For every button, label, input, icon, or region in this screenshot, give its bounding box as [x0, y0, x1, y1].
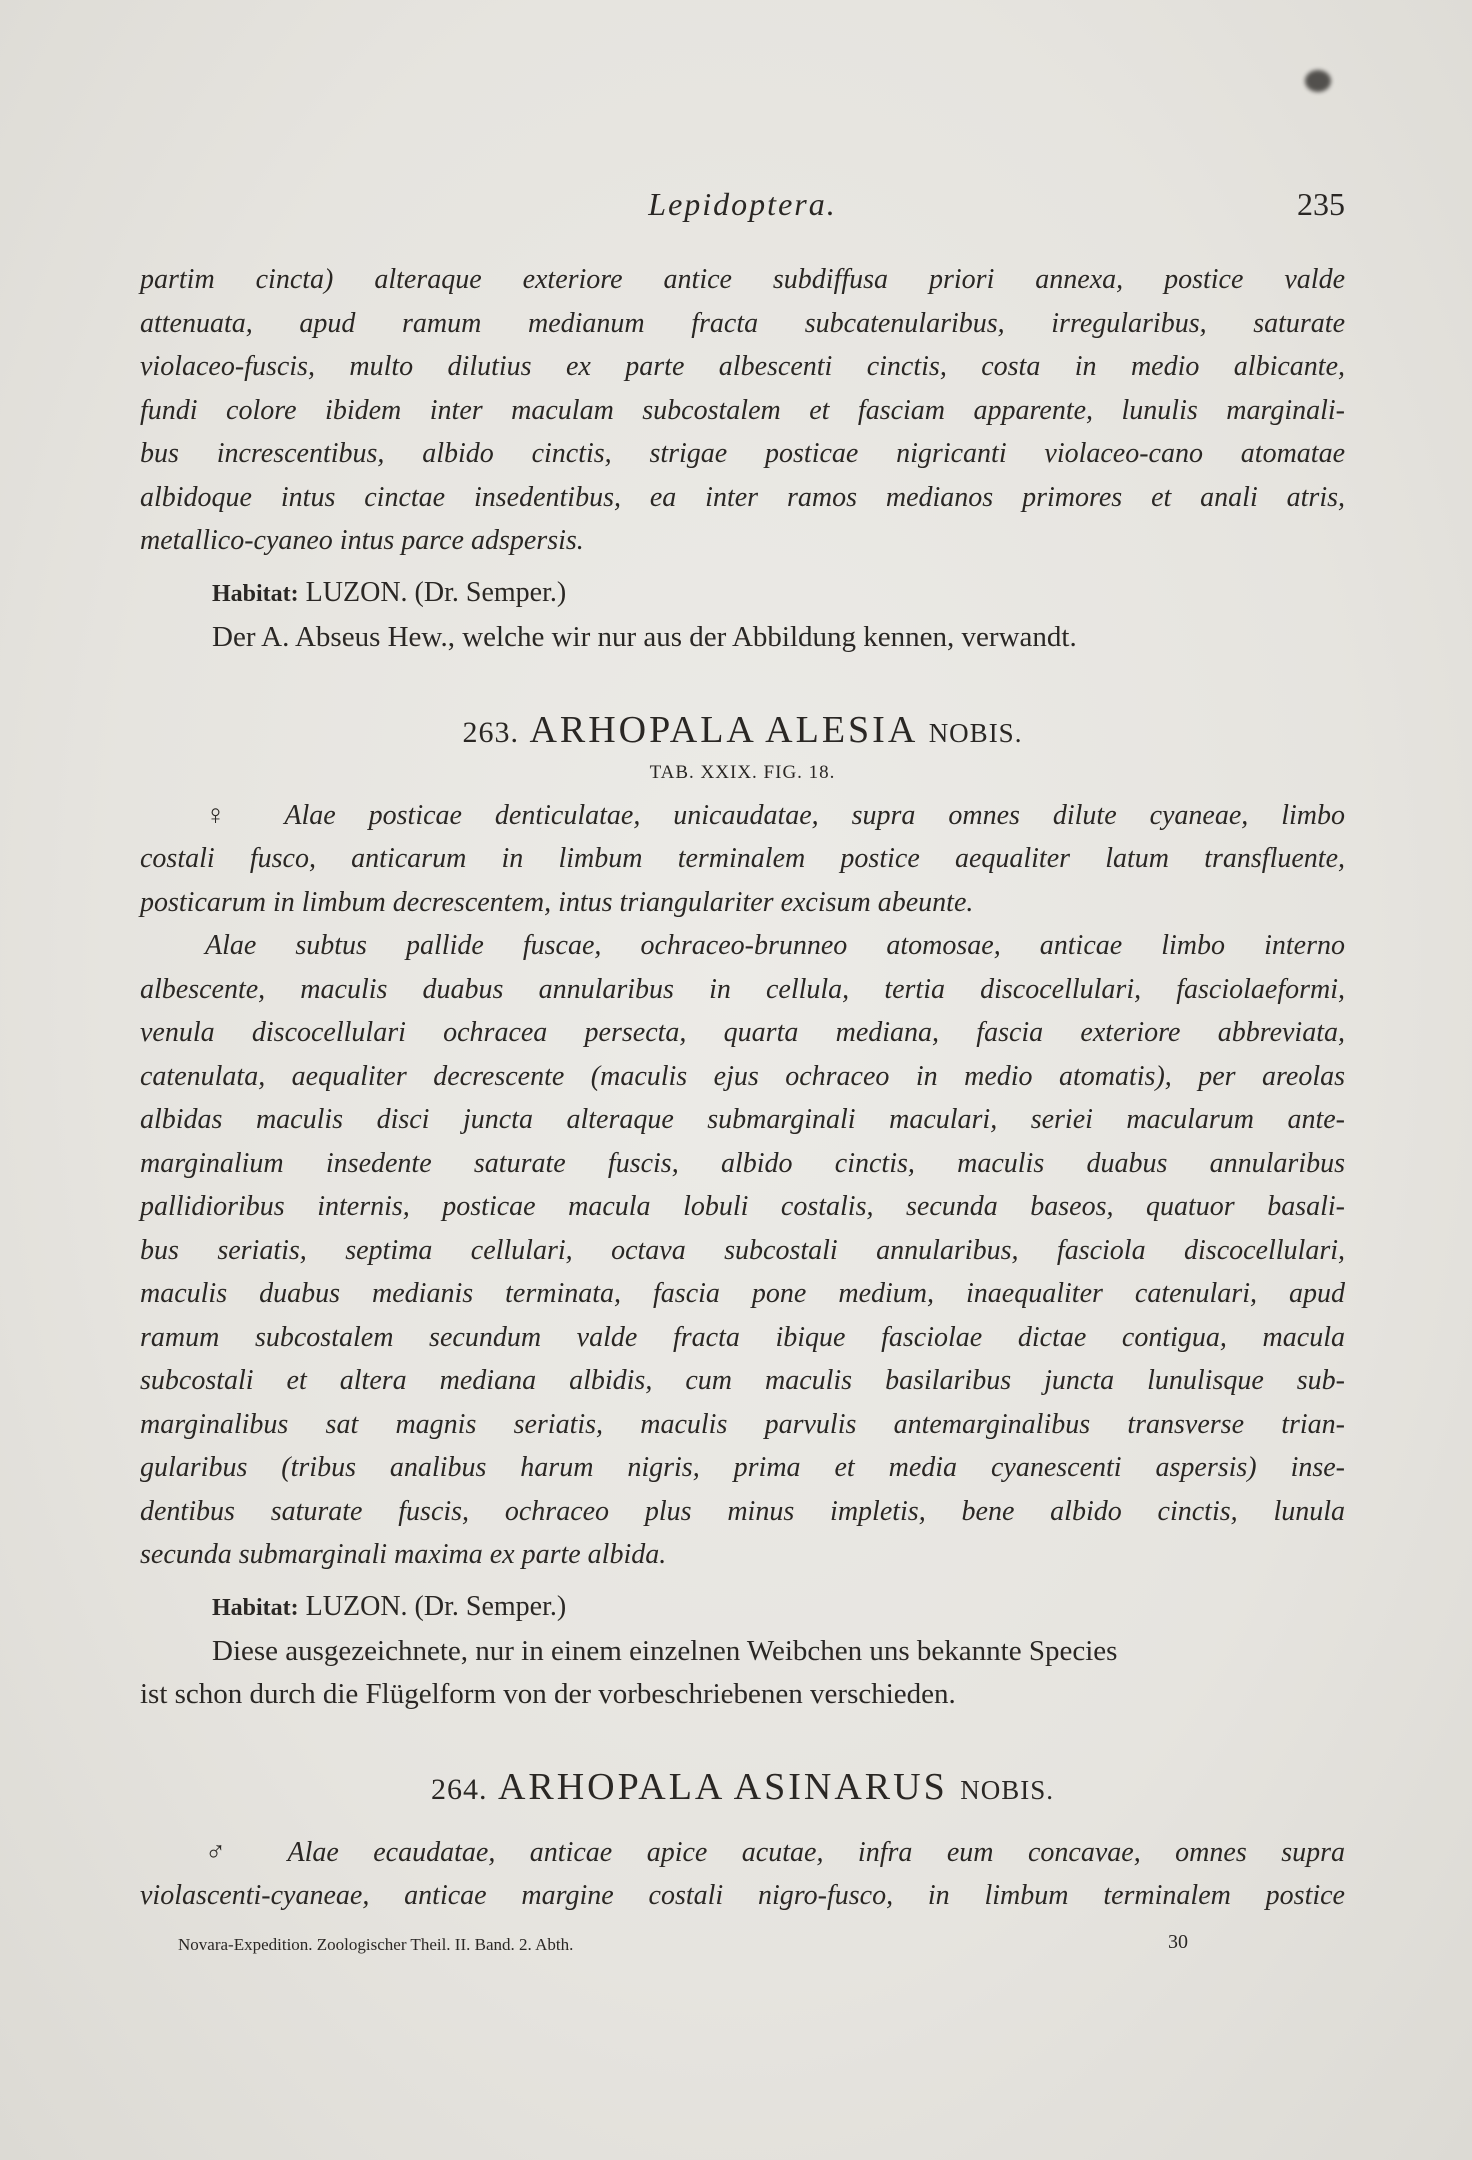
text-line: ramum subcostalem secundum valde fracta ibique fasciolae dictae contigua, macula: [140, 1321, 1345, 1353]
species-number: 263.: [462, 715, 520, 749]
species-number: 264.: [431, 1772, 488, 1806]
text-line: [140, 794, 1345, 838]
remark-text: Der A. Abseus Hew., welche wir nur aus der Abbildung kennen, verwandt.: [212, 620, 1077, 653]
text-span: Alae posticae denticulatae, unicaudatae, supra omnes dilute cyaneae, limbo: [284, 799, 1346, 831]
imprint: Novara-Expedition. Zoologischer Theil. II. Band. 2. Abth.: [178, 1935, 574, 1954]
remark-text: Diese ausgezeichnete, nur in einem einzelnen Weibchen uns bekannte Species: [212, 1634, 1118, 1667]
remark: [140, 616, 1345, 659]
plate-reference: TAB. XXIX. FIG. 18.: [649, 761, 836, 783]
text-line: dentibus saturate fuscis, ochraceo plus minus impletis, bene albido cinctis, lunula: [140, 1495, 1345, 1527]
text-line: attenuata, apud ramum medianum fracta subcatenularibus, irregularibus, saturate: [140, 307, 1345, 339]
text-line: subcostali et altera mediana albidis, cum maculis basilaribus juncta lunulisque sub-: [140, 1365, 1345, 1396]
species-heading-263: [140, 705, 1345, 758]
text-line: posticarum in limbum decrescentem, intus triangulariter excisum abeunte.: [140, 886, 974, 918]
species-name: ARHOPALA ALESIA: [529, 708, 917, 751]
ink-speck: [1305, 70, 1331, 92]
text-line: fundi colore ibidem inter maculam subcostalem et fasciam apparente, lunulis marginali-: [140, 394, 1345, 426]
remark-text: ist schon durch die Flügelform von der vorbeschriebenen verschieden.: [140, 1677, 956, 1710]
description-paragraph-upperside: [140, 794, 1345, 925]
species-author: NOBIS.: [928, 717, 1023, 748]
continuation-paragraph: [140, 258, 1345, 563]
text-line: gularibus (tribus analibus harum nigris, prima et media cyanescenti aspersis) inse-: [140, 1452, 1345, 1483]
text-line: marginalium insedente saturate fuscis, albido cinctis, maculis duabus annularibus: [140, 1147, 1345, 1179]
text-line: Alae subtus pallide fuscae, ochraceo-brunneo atomosae, anticae limbo interno: [205, 930, 1345, 961]
description-paragraph-264: [140, 1831, 1345, 1918]
male-symbol: ♂: [205, 1836, 254, 1868]
signature-mark: 30: [1168, 1931, 1188, 1953]
text-line: pallidioribus internis, posticae macula lobuli costalis, secunda baseos, quatuor basali-: [140, 1191, 1345, 1222]
text-line: costali fusco, anticarum in limbum terminalem postice aequaliter latum transfluente,: [140, 843, 1345, 874]
text-line: violaceo-fuscis, multo dilutius ex parte albescenti cinctis, costa in medio albicante,: [140, 351, 1345, 382]
text-line: albidas maculis disci juncta alteraque submarginali maculari, seriei macularum ante-: [140, 1104, 1345, 1135]
text-line: metallico-cyaneo intus parce adspersis.: [140, 525, 584, 556]
habitat-label: Habitat:: [212, 580, 299, 607]
habitat-text: LUZON. (Dr. Semper.): [305, 1590, 567, 1622]
habitat-text: LUZON. (Dr. Semper.): [305, 576, 567, 608]
species-author: NOBIS.: [960, 1774, 1054, 1805]
page-header: [140, 186, 1345, 226]
text-line: secunda submarginali maxima ex parte albida.: [140, 1539, 667, 1570]
page-number: 235: [1297, 186, 1345, 222]
text-line: bus increscentibus, albido cinctis, strigae posticae nigricanti violaceo-cano atomatae: [140, 438, 1345, 469]
text-line: violascenti-cyaneae, anticae margine costali nigro-fusco, in limbum terminalem postice: [140, 1880, 1345, 1911]
habitat-line: [140, 571, 1345, 616]
description-paragraph-underside: [140, 924, 1345, 1577]
page-content: [140, 258, 1345, 1918]
text-line: bus seriatis, septima cellulari, octava subcostali annularibus, fasciola discocellulari,: [140, 1234, 1345, 1266]
text-line: [140, 1831, 1345, 1875]
running-head: Lepidoptera.: [648, 186, 837, 222]
text-line: albidoque intus cinctae insedentibus, ea inter ramos medianos primores et anali atris,: [140, 481, 1345, 513]
text-span: Alae ecaudatae, anticae apice acutae, infra eum concavae, omnes supra: [287, 1836, 1345, 1868]
remark: [140, 1630, 1345, 1716]
text-line: catenulata, aequaliter decrescente (maculis ejus ochraceo in medio atomatis), per areolas: [140, 1060, 1345, 1092]
text-line: marginalibus sat magnis seriatis, maculis parvulis antemarginalibus transverse trian-: [140, 1408, 1345, 1440]
text-line: maculis duabus medianis terminata, fascia pone medium, inaequaliter catenulari, apud: [140, 1278, 1345, 1309]
text-line: venula discocellulari ochracea persecta, quarta mediana, fascia exteriore abbreviata,: [140, 1017, 1345, 1048]
habitat-line: [140, 1585, 1345, 1630]
female-symbol: ♀: [205, 799, 252, 831]
text-line: albescente, maculis duabus annularibus in cellula, tertia discocellulari, fasciolaeformi,: [140, 973, 1345, 1005]
habitat-label: Habitat:: [212, 1594, 299, 1621]
species-heading-264: [140, 1762, 1345, 1815]
species-name: ARHOPALA ASINARUS: [497, 1765, 948, 1808]
text-line: partim cincta) alteraque exteriore antice subdiffusa priori annexa, postice valde: [140, 264, 1345, 295]
page-footer: [178, 1931, 1188, 1955]
